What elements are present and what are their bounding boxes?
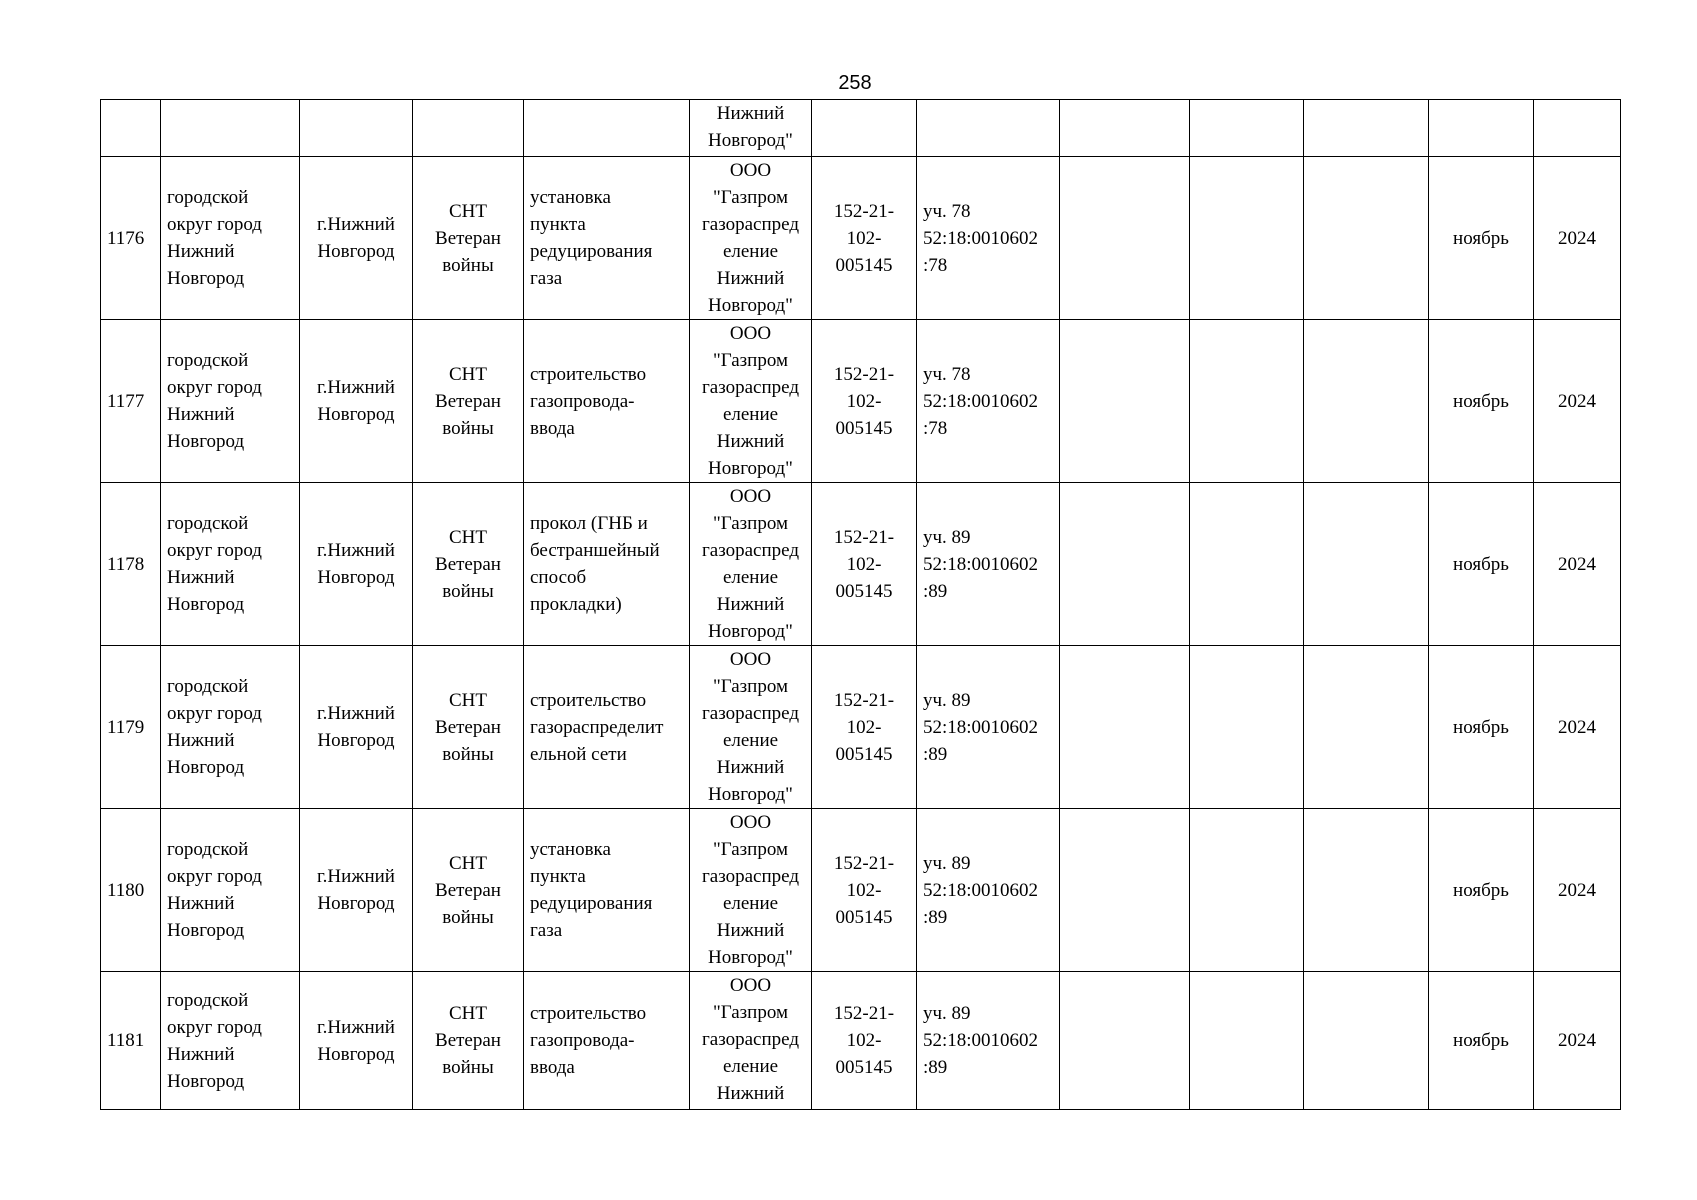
- cell-organization-line: "Газпром: [712, 1002, 789, 1023]
- cell-organization-line: еление: [722, 404, 779, 425]
- org-line: Нижний: [716, 103, 785, 124]
- cell-city: [300, 320, 413, 483]
- cell-work-type-line: газопровода-: [530, 1030, 635, 1051]
- cell-organization: [690, 809, 812, 972]
- cell-work-type-line: установка: [530, 187, 611, 208]
- cell-empty: [812, 100, 917, 157]
- cell-cadastral-line: уч. 78: [923, 200, 971, 222]
- org-line: Новгород": [708, 130, 793, 151]
- cell-organization-line: "Газпром: [712, 839, 789, 860]
- cell-organization-line: "Газпром: [712, 187, 789, 208]
- cell-code-line: 102-: [846, 227, 882, 249]
- cell-organization-line: газораспред: [701, 703, 799, 724]
- table-body: [101, 100, 1621, 1110]
- cell-organization-line: Нижний: [716, 1083, 785, 1104]
- cell-year: 2024: [1534, 972, 1621, 1110]
- cell-row-number: 1181: [101, 972, 161, 1110]
- cell-work-type-line: газа: [530, 268, 563, 289]
- cell-organization: [690, 483, 812, 646]
- cell-organization-line: Нижний: [716, 594, 785, 615]
- cell-month: ноябрь: [1429, 157, 1534, 320]
- cell-empty: [917, 100, 1060, 157]
- cell-organization-line: Новгород": [708, 947, 793, 968]
- cell-municipality-line: Новгород: [167, 757, 245, 778]
- cell-work-type: [524, 972, 690, 1110]
- cell-organization-line: ООО: [729, 649, 772, 670]
- cell-municipality-line: округ город: [167, 866, 262, 887]
- cell-snt-line: СНТ: [449, 1003, 487, 1024]
- cell-cadastral: [917, 809, 1060, 972]
- cell-organization: [690, 157, 812, 320]
- cell-organization-line: Нижний: [716, 757, 785, 778]
- cell-municipality-line: городской: [167, 350, 249, 371]
- cell-work-type: [524, 646, 690, 809]
- cell-work-type: [524, 809, 690, 972]
- cell-organization-fragment: [690, 100, 812, 157]
- cell-city-line: г.Нижний: [317, 377, 395, 398]
- cell-empty: [1060, 483, 1190, 646]
- cell-organization: [690, 320, 812, 483]
- cell-organization-line: Новгород": [708, 621, 793, 642]
- cell-municipality-line: Новгород: [167, 1070, 245, 1092]
- cell-municipality: [161, 809, 300, 972]
- cell-cadastral-line: уч. 89: [923, 852, 971, 874]
- cell-month: ноябрь: [1429, 809, 1534, 972]
- cell-municipality-line: Нижний: [167, 241, 235, 262]
- cell-city: [300, 809, 413, 972]
- cell-city-line: г.Нижний: [317, 540, 395, 561]
- cell-work-type-line: способ: [530, 567, 587, 588]
- cell-organization-line: ООО: [729, 323, 772, 344]
- cell-cadastral: [917, 646, 1060, 809]
- cell-organization-line: "Газпром: [712, 350, 789, 371]
- cell-month: ноябрь: [1429, 483, 1534, 646]
- cell-cadastral-line: уч. 89: [923, 1003, 971, 1024]
- cell-code: [812, 157, 917, 320]
- cell-code-line: 102-: [846, 1030, 882, 1051]
- cell-empty: [1060, 646, 1190, 809]
- cell-organization-line: еление: [722, 241, 779, 262]
- cell-empty: [1190, 972, 1304, 1110]
- cell-empty: [1060, 157, 1190, 320]
- cell-cadastral-line: :89: [923, 743, 948, 765]
- cell-empty: [1304, 100, 1429, 157]
- cell-work-type: [524, 157, 690, 320]
- cell-code: [812, 320, 917, 483]
- cell-cadastral-line: :89: [923, 906, 948, 928]
- cell-snt-line: войны: [442, 743, 494, 765]
- cell-empty: [1190, 809, 1304, 972]
- cell-cadastral-line: :78: [923, 417, 948, 439]
- cell-municipality-line: городской: [167, 187, 249, 208]
- cell-snt-line: Ветеран: [435, 390, 501, 412]
- cell-cadastral: [917, 320, 1060, 483]
- cell-cadastral-line: 52:18:0010602: [923, 553, 1039, 575]
- cell-code-line: 152-21-: [833, 852, 895, 874]
- cell-work-type-line: бестраншейный: [530, 540, 660, 561]
- cell-organization-line: "Газпром: [712, 676, 789, 697]
- cell-work-type-line: прокладки): [530, 594, 622, 615]
- cell-organization-line: "Газпром: [712, 513, 789, 534]
- cell-municipality-line: Нижний: [167, 1043, 235, 1065]
- cell-code-line: 152-21-: [833, 526, 895, 548]
- cell-year: 2024: [1534, 483, 1621, 646]
- table-row: [101, 972, 1621, 1110]
- cell-municipality-line: городской: [167, 513, 249, 534]
- cell-year: 2024: [1534, 809, 1621, 972]
- cell-empty: [1060, 320, 1190, 483]
- cell-organization: [690, 646, 812, 809]
- data-table: [100, 99, 1621, 1110]
- page-number: 258: [838, 72, 872, 94]
- cell-snt-line: Ветеран: [435, 227, 501, 249]
- cell-month: ноябрь: [1429, 646, 1534, 809]
- cell-snt-line: СНТ: [449, 200, 487, 222]
- cell-municipality-line: Нижний: [167, 567, 235, 588]
- cell-work-type-line: строительство: [530, 363, 647, 385]
- cell-code-line: 005145: [835, 580, 893, 602]
- cell-city-line: Новгород: [317, 241, 395, 262]
- cell-municipality-line: Новгород: [167, 431, 245, 452]
- cell-cadastral-line: 52:18:0010602: [923, 390, 1039, 412]
- cell-code-line: 152-21-: [833, 689, 895, 711]
- cell-city-line: Новгород: [317, 1043, 395, 1065]
- cell-organization-line: Нижний: [716, 268, 785, 289]
- cell-cadastral-line: :89: [923, 1057, 948, 1078]
- cell-municipality-line: Новгород: [167, 594, 245, 615]
- table-row: [101, 809, 1621, 972]
- cell-work-type-line: установка: [530, 839, 611, 860]
- cell-empty: [1304, 157, 1429, 320]
- cell-municipality-line: Новгород: [167, 920, 245, 941]
- cell-code-line: 152-21-: [833, 200, 895, 222]
- cell-snt-line: войны: [442, 254, 494, 276]
- cell-municipality: [161, 320, 300, 483]
- cell-snt: [413, 320, 524, 483]
- cell-organization-line: Нижний: [716, 920, 785, 941]
- cell-empty: [1190, 100, 1304, 157]
- cell-code: [812, 646, 917, 809]
- cell-organization-line: ООО: [729, 160, 772, 181]
- cell-city-line: Новгород: [317, 730, 395, 751]
- cell-snt: [413, 483, 524, 646]
- cell-work-type: [524, 320, 690, 483]
- cell-city-line: Новгород: [317, 567, 395, 588]
- cell-empty: [1060, 100, 1190, 157]
- cell-municipality-line: Нижний: [167, 893, 235, 914]
- cell-empty: [1190, 157, 1304, 320]
- cell-work-type-line: ввода: [530, 1057, 575, 1078]
- cell-empty: [101, 100, 161, 157]
- cell-organization-line: еление: [722, 893, 779, 914]
- cell-code-line: 005145: [835, 417, 893, 439]
- cell-snt-line: войны: [442, 906, 494, 928]
- cell-code-line: 102-: [846, 879, 882, 901]
- cell-empty: [1304, 646, 1429, 809]
- cell-snt: [413, 157, 524, 320]
- cell-snt-line: Ветеран: [435, 716, 501, 738]
- cell-cadastral-line: 52:18:0010602: [923, 227, 1039, 249]
- cell-city-line: г.Нижний: [317, 703, 395, 724]
- cell-snt-line: Ветеран: [435, 879, 501, 901]
- cell-empty: [1190, 483, 1304, 646]
- cell-snt-line: СНТ: [449, 526, 487, 548]
- cell-municipality: [161, 972, 300, 1110]
- cell-snt-line: войны: [442, 1057, 494, 1078]
- cell-municipality-line: округ город: [167, 214, 262, 235]
- cell-snt-line: СНТ: [449, 689, 487, 711]
- cell-organization-line: еление: [722, 1056, 779, 1077]
- cell-empty: [413, 100, 524, 157]
- cell-year: 2024: [1534, 157, 1621, 320]
- cell-month: ноябрь: [1429, 972, 1534, 1110]
- cell-code-line: 102-: [846, 553, 882, 575]
- cell-work-type-line: газа: [530, 920, 563, 941]
- cell-work-type-line: ельной сети: [530, 743, 627, 765]
- cell-work-type-line: газопровода-: [530, 390, 635, 412]
- cell-empty: [1190, 320, 1304, 483]
- cell-snt-line: СНТ: [449, 852, 487, 874]
- cell-code: [812, 972, 917, 1110]
- cell-cadastral-line: уч. 78: [923, 363, 971, 385]
- cell-cadastral-line: 52:18:0010602: [923, 716, 1039, 738]
- cell-snt: [413, 972, 524, 1110]
- cell-year: 2024: [1534, 320, 1621, 483]
- cell-snt: [413, 809, 524, 972]
- cell-organization: [690, 972, 812, 1110]
- cell-code-line: 005145: [835, 906, 893, 928]
- cell-row-number: 1180: [101, 809, 161, 972]
- cell-municipality: [161, 157, 300, 320]
- cell-city: [300, 972, 413, 1110]
- cell-empty: [1304, 972, 1429, 1110]
- cell-empty: [1534, 100, 1621, 157]
- cell-organization-line: Новгород": [708, 458, 793, 479]
- cell-empty: [161, 100, 300, 157]
- cell-organization-line: еление: [722, 567, 779, 588]
- table-row: [101, 646, 1621, 809]
- cell-city-line: г.Нижний: [317, 866, 395, 887]
- cell-organization-line: еление: [722, 730, 779, 751]
- cell-cadastral: [917, 972, 1060, 1110]
- cell-work-type-line: редуцирования: [530, 241, 653, 262]
- cell-month: ноябрь: [1429, 320, 1534, 483]
- cell-code: [812, 809, 917, 972]
- cell-organization-line: газораспред: [701, 377, 799, 398]
- cell-municipality: [161, 483, 300, 646]
- cell-row-number: 1178: [101, 483, 161, 646]
- cell-code-line: 152-21-: [833, 363, 895, 385]
- cell-city: [300, 157, 413, 320]
- cell-municipality-line: округ город: [167, 703, 262, 724]
- cell-organization-line: газораспред: [701, 866, 799, 887]
- cell-organization-line: ООО: [729, 975, 772, 996]
- cell-cadastral-line: :89: [923, 580, 948, 602]
- cell-organization-line: ООО: [729, 812, 772, 833]
- cell-municipality-line: округ город: [167, 1016, 262, 1038]
- cell-code: [812, 483, 917, 646]
- cell-code-line: 005145: [835, 1057, 893, 1078]
- cell-city-line: г.Нижний: [317, 214, 395, 235]
- cell-code-line: 152-21-: [833, 1003, 895, 1024]
- cell-municipality-line: городской: [167, 676, 249, 697]
- cell-municipality-line: городской: [167, 839, 249, 860]
- cell-empty: [524, 100, 690, 157]
- cell-row-number: 1177: [101, 320, 161, 483]
- cell-snt-line: войны: [442, 417, 494, 439]
- cell-city-line: Новгород: [317, 404, 395, 425]
- table-row: [101, 320, 1621, 483]
- cell-snt-line: СНТ: [449, 363, 487, 385]
- cell-municipality-line: Нижний: [167, 730, 235, 751]
- cell-code-line: 005145: [835, 743, 893, 765]
- cell-empty: [1060, 809, 1190, 972]
- cell-organization-line: газораспред: [701, 214, 799, 235]
- cell-empty: [1429, 100, 1534, 157]
- cell-work-type-line: строительство: [530, 1003, 647, 1024]
- cell-cadastral: [917, 157, 1060, 320]
- cell-municipality: [161, 646, 300, 809]
- cell-organization-line: газораспред: [701, 540, 799, 561]
- cell-municipality-line: городской: [167, 989, 249, 1011]
- cell-empty: [1304, 320, 1429, 483]
- cell-empty: [300, 100, 413, 157]
- cell-code-line: 005145: [835, 254, 893, 276]
- cell-organization-line: газораспред: [701, 1029, 799, 1050]
- cell-snt-line: Ветеран: [435, 1030, 501, 1051]
- cell-municipality-line: округ город: [167, 540, 262, 561]
- cell-city: [300, 646, 413, 809]
- cell-work-type-line: газораспределит: [530, 716, 664, 738]
- cell-organization-line: Нижний: [716, 431, 785, 452]
- table-row: [101, 483, 1621, 646]
- cell-organization-line: Новгород": [708, 784, 793, 805]
- cell-city-line: г.Нижний: [317, 1016, 395, 1038]
- cell-city-line: Новгород: [317, 893, 395, 914]
- cell-cadastral: [917, 483, 1060, 646]
- cell-code-line: 102-: [846, 716, 882, 738]
- cell-organization-line: ООО: [729, 486, 772, 507]
- cell-municipality-line: Нижний: [167, 404, 235, 425]
- cell-snt-line: Ветеран: [435, 553, 501, 575]
- cell-code-line: 102-: [846, 390, 882, 412]
- table-row: [101, 157, 1621, 320]
- cell-work-type-line: редуцирования: [530, 893, 653, 914]
- cell-cadastral-line: уч. 89: [923, 526, 971, 548]
- cell-municipality-line: округ город: [167, 377, 262, 398]
- cell-empty: [1190, 646, 1304, 809]
- cell-empty: [1060, 972, 1190, 1110]
- cell-city: [300, 483, 413, 646]
- cell-cadastral-line: 52:18:0010602: [923, 879, 1039, 901]
- cell-work-type: [524, 483, 690, 646]
- cell-cadastral-line: 52:18:0010602: [923, 1030, 1039, 1051]
- cell-work-type-line: прокол (ГНБ и: [530, 513, 648, 534]
- cell-work-type-line: строительство: [530, 689, 647, 711]
- cell-empty: [1304, 809, 1429, 972]
- cell-year: 2024: [1534, 646, 1621, 809]
- cell-municipality-line: Новгород: [167, 268, 245, 289]
- cell-cadastral-line: уч. 89: [923, 689, 971, 711]
- cell-organization-line: Новгород": [708, 295, 793, 316]
- cell-snt-line: войны: [442, 580, 494, 602]
- cell-snt: [413, 646, 524, 809]
- cell-row-number: 1179: [101, 646, 161, 809]
- cell-row-number: 1176: [101, 157, 161, 320]
- cell-work-type-line: ввода: [530, 417, 575, 439]
- table-row-continued: [101, 100, 1621, 157]
- cell-work-type-line: пункта: [530, 214, 586, 235]
- cell-work-type-line: пункта: [530, 866, 586, 887]
- cell-empty: [1304, 483, 1429, 646]
- cell-cadastral-line: :78: [923, 254, 948, 276]
